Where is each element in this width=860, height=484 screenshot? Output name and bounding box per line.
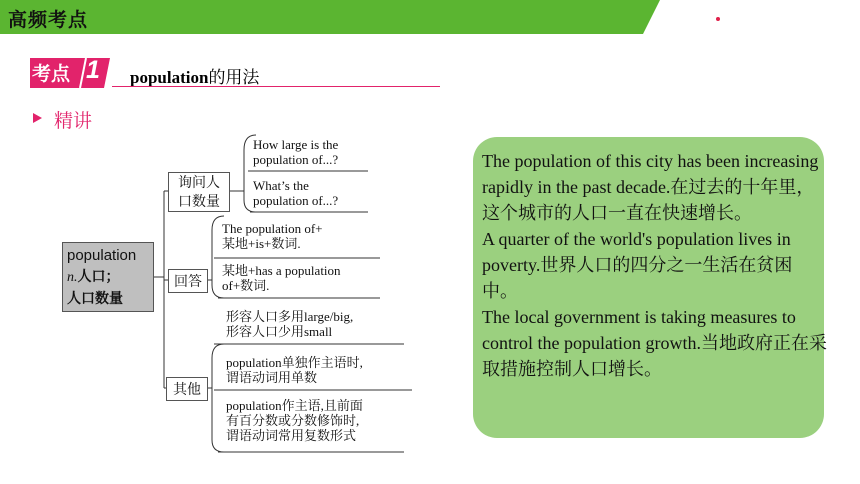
leaf-ask-1 xyxy=(253,137,338,167)
header-title: 高频考点 xyxy=(8,10,89,31)
root-word: population xyxy=(67,247,137,264)
leaf-other-1 xyxy=(226,309,353,339)
branch-ask-label-2: 口数量 xyxy=(178,193,220,209)
branch-answer xyxy=(168,269,208,293)
leaf-other-3-line-2: 有百分数或分数修饰时, xyxy=(226,413,360,428)
leaf-ask-2-line-2: population of...? xyxy=(253,193,339,208)
branch-other xyxy=(166,377,208,401)
root-pos: n. xyxy=(67,270,78,285)
leaf-other-2-line-2: 谓语动词用单数 xyxy=(226,370,318,385)
root-meaning-2: 人口数量 xyxy=(67,290,123,306)
branch-ask xyxy=(168,172,230,212)
leaf-other-3-line-1: population作主语,且前面 xyxy=(226,398,363,413)
section-title-word: population xyxy=(130,68,209,87)
root-meaning-1-text: 人口； xyxy=(77,268,120,284)
branch-other-label: 其他 xyxy=(173,381,201,397)
leaf-other-3-line-3: 谓语动词常用复数形式 xyxy=(226,428,357,443)
leaf-other-2 xyxy=(226,355,363,385)
example-sentence-3: The local government is taking measures to control the population growth.当地政府正在采取措施控制人口增长。 xyxy=(482,307,827,379)
leaf-ask-2-line-1: What’s the xyxy=(253,178,309,193)
leaf-answer-2 xyxy=(222,263,341,293)
leaf-other-3 xyxy=(226,398,363,443)
leaf-answer-1 xyxy=(222,221,322,251)
section-title-cn: 的用法 xyxy=(208,68,260,87)
section-badge-number: 1 xyxy=(86,56,100,84)
leaf-other-2-line-1: population单独作主语时, xyxy=(226,355,363,370)
subsection-label: 精讲 xyxy=(54,111,93,132)
leaf-ask-2 xyxy=(253,178,338,208)
example-text xyxy=(482,148,827,382)
example-sentence-1: The population of this city has been increasing rapidly in the past decade.在过去的十年里，这个城市的人口一直在快速增长。 xyxy=(482,151,819,223)
mindmap-root xyxy=(62,242,154,312)
leaf-answer-2-line-1: 某地+has a population xyxy=(222,263,341,278)
leaf-other-1-line-2: 形容人口少用small xyxy=(226,324,333,339)
example-sentence-2: A quarter of the world's population lives in poverty.世界人口的四分之一生活在贫困中。 xyxy=(482,229,793,301)
leaf-ask-1-line-2: population of...? xyxy=(253,152,339,167)
leaf-ask-1-line-1: How large is the xyxy=(253,137,339,152)
leaf-answer-2-line-2: of+数词. xyxy=(222,278,270,293)
leaf-answer-1-line-1: The population of+ xyxy=(222,221,323,236)
section-badge-text: 考点 xyxy=(32,64,71,85)
branch-ask-label-1: 询问人 xyxy=(178,174,220,190)
leaf-answer-1-line-2: 某地+is+数词. xyxy=(222,236,301,251)
leaf-other-1-line-1: 形容人口多用large/big, xyxy=(226,309,354,324)
branch-answer-label: 回答 xyxy=(174,273,202,289)
root-meaning-1 xyxy=(67,266,149,288)
